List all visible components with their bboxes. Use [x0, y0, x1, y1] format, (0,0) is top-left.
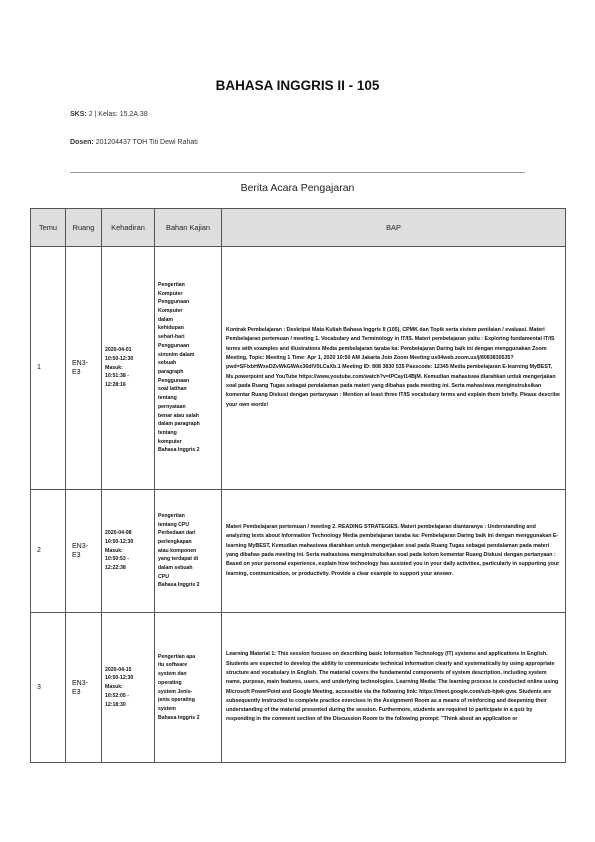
dosen-line: [70, 139, 198, 146]
dosen-label: Dosen:: [70, 139, 94, 146]
sks-line: [70, 111, 148, 118]
section-title: Berita Acara Pengajaran: [240, 182, 355, 194]
header-bahan-kajian: Bahan Kajian: [155, 209, 222, 247]
header-bap: BAP: [222, 209, 566, 247]
cell-bap: Materi Pembelajaran pertemuan / meeting 2. READING STRATEGIES. Materi pembelajaran diantaranya : Understanding and analyzing texts about Information Technology Media pembelajaran taraba ka: Pembelajaran Daring baik ini dengan menggunakan E-learning MyBEST, Kemudian mahasiswa diarahkan untuk mengerjakan soal pada Ruang Tugas sebagai pendalaman pada materi yang dibahas pada meeting ini. Serta mahasiswa menginstruksikan soal pada kolom komentar Ruang Diskusi dengan pertanyaan : Based on your personal experience, explain how technology has assisted you in your daily activities, particularly in supporting your learning, communication, or productivity. Provide a clear example to support your answer.: [222, 490, 566, 613]
cell-bap: Kontrak Pembelajaran : Deskripsi Mata Kuliah Bahasa Inggris II (105), CPMK dan Topik serta sistem penilaian / evaluasi. Materi Pembelajaran pertemuan / meeting 1. Vocabulary and Terminology in IT/IS. Materi pembelajaran yaitu : Exploring fundamental IT/IS terms with examples and illustrations Media pembelajaran taraba ka: Pembelajaran Daring baik ini dengan menggunakan Zoom Meeting, Topic: Meeting 1 Time: Apr 1, 2020 10:50 AM Jakarta Join Zoom Meeting us04web.zoom.us/j/8083830535?pwd=SFlxbHWxeDZvWkGWAx36dlV0LCaXb.1 Meeting ID: 808 3830 535 Passcode: 12345 Media pembelajaran E-learning MyBEST, Ms.powerpoint and YouTube https://www.youtube.com/watch?v=IPCayI14BjM. Kemudian mahasiswa diarahkan untuk mengerjakan soal pada Ruang Tugas sebagai pendalaman pada materi yang dibahas pada meeting ini. Serta mahasiswa menginstruksikan komentar Ruang Diskusi dengan pertanyaan : Mention at least three IT/IS vocabulary terms and explain them briefly. Please describe your own words!: [222, 247, 566, 490]
header-ruang: Ruang: [66, 209, 102, 247]
cell-bahan-kajian: Pengertian Komputer Penggunaan Komputer dalam kehidupan sehari-hari Penggunaan sinonim dalam sebuah paragraph Penggunaan soal latihan tentang pernyataan benar atau salah dalam paragraph tentang komputer Bahasa Inggris 2: [155, 247, 222, 490]
cell-kehadiran: 2020-04-01 10:50-12:30 Masuk: 10:51:38 - 12:28:16: [102, 247, 155, 490]
cell-temu: 3: [31, 613, 66, 763]
cell-ruang: EN3- E3: [66, 247, 102, 490]
course-title: BAHASA INGGRIS II - 105: [215, 78, 380, 93]
cell-bahan-kajian: Pengertian tentang CPU Perbedaan dari perlengkapan atau komponen yang terdapat di dalam sebuah CPU Bahasa Inggris 2: [155, 490, 222, 613]
header-temu: Temu: [31, 209, 66, 247]
cell-kehadiran: 2020-04-15 10:50-12:30 Masuk: 10:52:05 - 12:18:30: [102, 613, 155, 763]
table-row: [31, 613, 566, 763]
cell-bahan-kajian: Pengertian apa itu software system dan operating system Jenis- jenis operating system Bahasa Inggris 2: [155, 613, 222, 763]
sks-value: 2 | Kelas: 15.2A.38: [88, 111, 148, 118]
table-row: [31, 490, 566, 613]
header-kehadiran: Kehadiran: [102, 209, 155, 247]
table-header-row: [31, 209, 566, 247]
sks-label: SKS:: [70, 111, 87, 118]
cell-bap: Learning Material 1: This session focuses on describing basic Information Technology (IT) systems and applications in English. Students are expected to develop the ability to communicate technical information clearly and systematically by using appropriate structure and vocabulary in English. The material covers the fundamental components of system description, including system name, purpose, main features, users, and underlying technologies. Learning Media: The learning process is conducted online using Microsoft PowerPoint and Google Meeting, accessible via the following link: https://meet.google.com/szb-hjwk-gvw. Students are subsequently instructed to complete practice exercises in the Assignment Room as a means of reinforcing and deepening their understanding of the material presented during the session. Furthermore, students are required to participate in a quiz by responding in the comment section of the Discussion Room to the following prompt: "Think about an application or: [222, 613, 566, 763]
cell-ruang: EN3- E3: [66, 490, 102, 613]
bap-table: [30, 208, 566, 763]
divider: [70, 172, 525, 173]
dosen-value: 201204437 TOH Titi Dewi Rahati: [95, 139, 198, 146]
cell-temu: 2: [31, 490, 66, 613]
cell-ruang: EN3- E3: [66, 613, 102, 763]
cell-kehadiran: 2020-04-08 10:50-12:30 Masuk: 10:50:53 - 12:22:38: [102, 490, 155, 613]
cell-temu: 1: [31, 247, 66, 490]
table-row: [31, 247, 566, 490]
